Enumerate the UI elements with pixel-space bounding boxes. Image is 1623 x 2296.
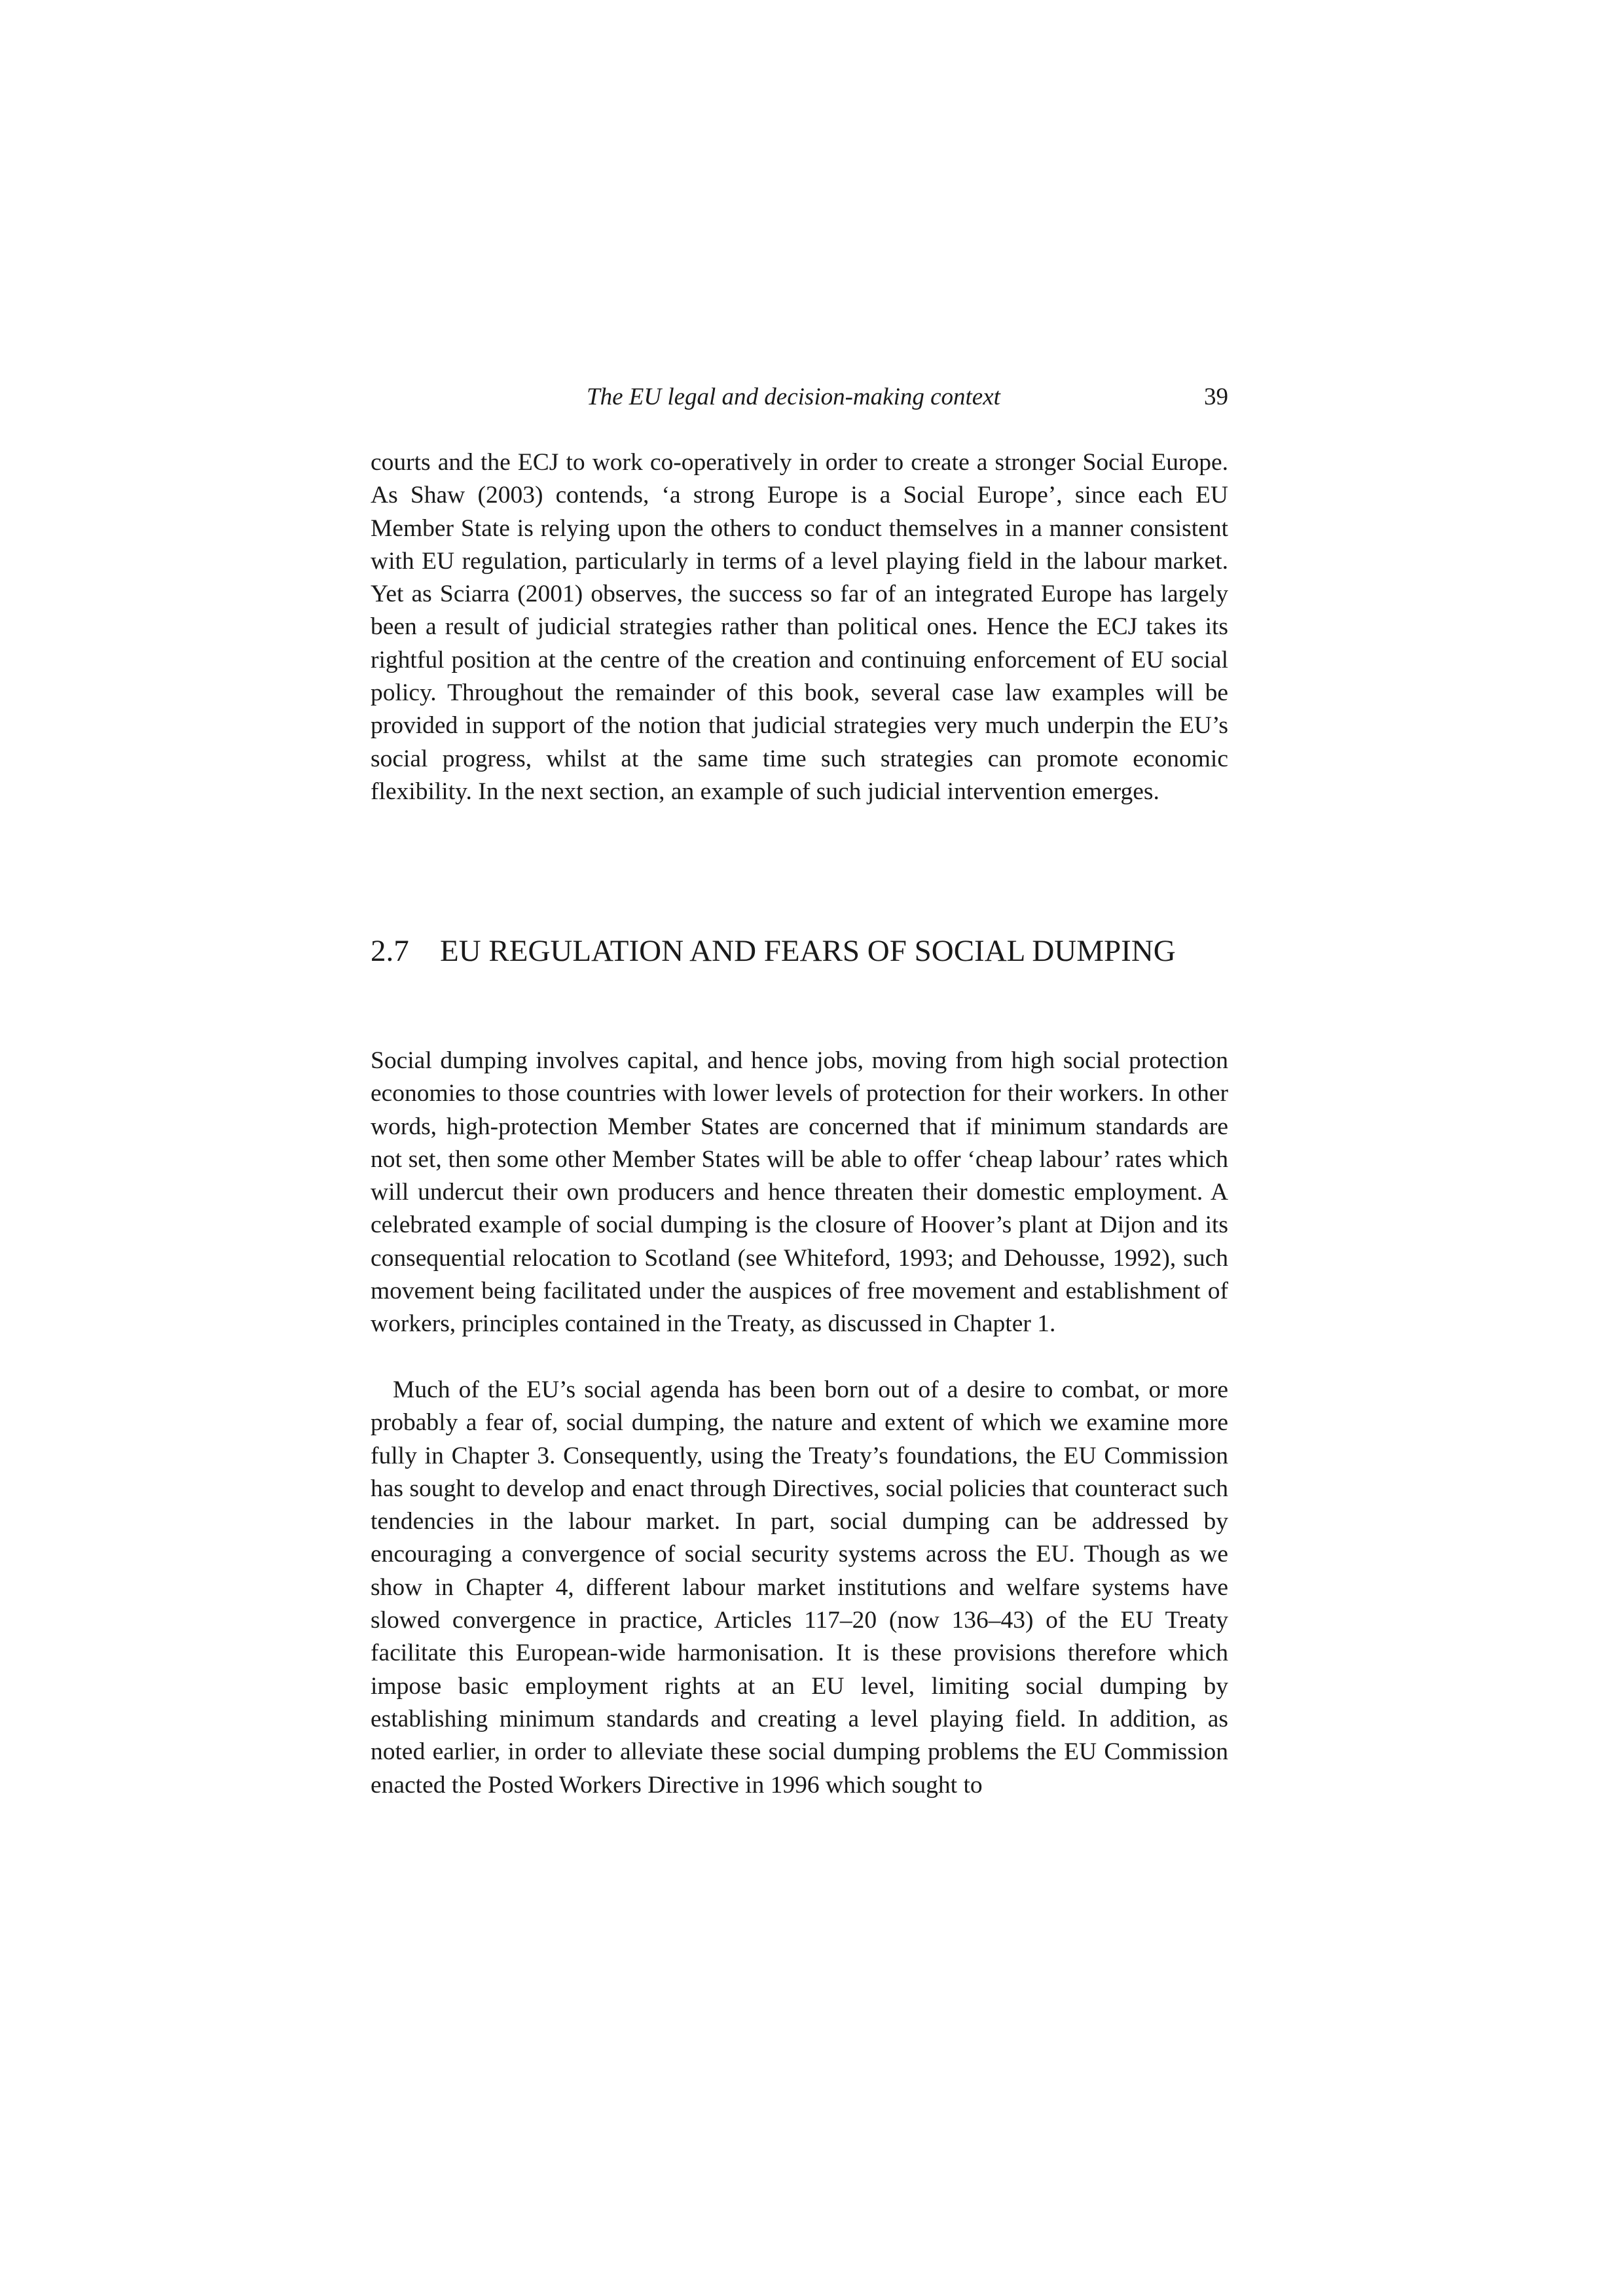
paragraph-social-dumping-definition xyxy=(371,1045,1228,1341)
paragraph-social-agenda xyxy=(371,1374,1228,1802)
page-number: 39 xyxy=(1204,384,1228,410)
running-header xyxy=(371,381,1228,414)
paragraph-text: courts and the ECJ to work co-operatively in order to create a stronger Social Europe. As Shaw (2003) contends, ‘a strong Europe is a Social Europe’, since each EU Member State is relying upon the others to conduct themselves in a manner consistent with EU regulation, particularly in terms of a level playing field in the labour market. Yet as Sciarra (2001) observes, the success so far of an integrated Europe has largely been a result of judicial strategies rather than political ones. Hence the ECJ takes its rightful position at the centre of the creation and continuing enforcement of EU social policy. Throughout the remainder of this book, several case law examples will be provided in support of the notion that judicial strategies very much underpin the EU’s social progress, whilst at the same time such strategies can promote economic flexibility. In the next section, an example of such judicial intervention emerges. xyxy=(371,449,1228,805)
section-title: EU REGULATION AND FEARS OF SOCIAL DUMPING xyxy=(440,934,1176,968)
section-number: 2.7 xyxy=(371,934,409,968)
running-title: The EU legal and decision-making context xyxy=(587,384,1000,410)
paragraph-text: Social dumping involves capital, and hence jobs, moving from high social protection economies to those countries with lower levels of protection for their workers. In other words, high-protection Member States are concerned that if minimum standards are not set, then some other Member States will be able to offer ‘cheap labour’ rates which will undercut their own producers and hence threaten their domestic employment. A celebrated example of social dumping is the closure of Hoover’s plant at Dijon and its consequential relocation to Scotland (see Whiteford, 1993; and Dehousse, 1992), such movement being facilitated under the auspices of free movement and establishment of workers, principles contained in the Treaty, as discussed in Chapter 1. xyxy=(371,1047,1228,1338)
book-page xyxy=(371,0,1228,2296)
paragraph-text: Much of the EU’s social agenda has been born out of a desire to combat, or more probably a fear of, social dumping, the nature and extent of which we examine more fully in Chapter 3. Consequently, using the Treaty’s foundations, the EU Commission has sought to develop and enact through Directives, social policies that counteract such tendencies in the labour market. In part, social dumping can be addressed by encouraging a convergence of social security systems across the EU. Though as we show in Chapter 4, different labour market institutions and welfare systems have slowed convergence in practice, Articles 117–20 (now 136–43) of the EU Treaty facilitate this European-wide harmonisation. It is these provisions therefore which impose basic employment rights at an EU level, limiting social dumping by establishing minimum standards and creating a level playing field. In addition, as noted earlier, in order to alleviate these social dumping problems the EU Commission enacted the Posted Workers Directive in 1996 which sought to xyxy=(371,1376,1228,1799)
paragraph-continuation xyxy=(371,446,1228,808)
